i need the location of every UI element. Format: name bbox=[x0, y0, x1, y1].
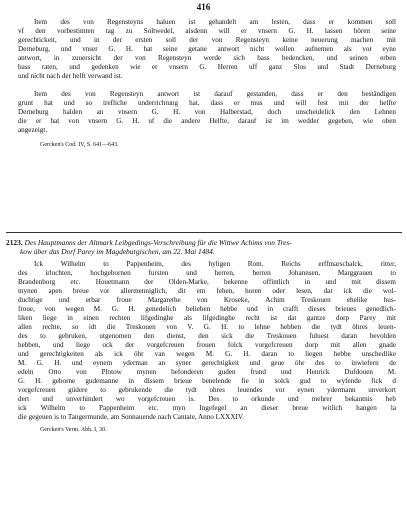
source-citation: Gercken's Verm. Abh. I, 30. bbox=[40, 427, 107, 433]
document-number: 2123. bbox=[6, 238, 23, 247]
text-line: die er hat von vnsern G. H. uf die andere Helfte, darauf ist im wedder gegeben, wie oben bbox=[18, 117, 396, 125]
text-line: vf den vorbestimten tag zu Soltwedel, alsdenn will er vnsern G. H. lassen hören seine bbox=[18, 27, 396, 35]
text-line: gerechtickeit, und in der ersten soll der von Regensteyn keine neuerung machen mit bbox=[18, 36, 396, 44]
text-line: vorgefcreuen güdere to gebrukende die tydt ohres leuendes vor eynen ydermann unverkort bbox=[18, 386, 396, 394]
document-heading bbox=[6, 238, 402, 256]
text-line: allen rechte, so idt die Treskouen von V. G. H. to lehne hebben die tydt öhres leuen- bbox=[18, 323, 396, 331]
paragraph-regensteyn-2 bbox=[18, 90, 396, 135]
text-line: ick Wilhelm to Pappenheim etc. myn Ingefegel an dieser breue witlich hangen la bbox=[18, 404, 396, 412]
text-line: edeln Otto von Plotow mynen befonderen guden frund und Henrick Dufdouen M. bbox=[18, 368, 396, 376]
text-line: des irluchten, hochgebornen fursten und herren, herren Johannsen, Marggrauen to bbox=[18, 269, 396, 277]
source-citation: Gercken's Cod. IV, S. 641—643. bbox=[40, 142, 119, 148]
text-line: Derneburg, und vnser G. H. hat seine getane antwort nicht wollen aufnemen als vor eyne bbox=[18, 45, 396, 53]
text-line: Brandenborg etc. Houetmann der Olden-Marke, bekenne offintlich in und mit dissem bbox=[18, 278, 396, 286]
paragraph-charter bbox=[18, 260, 396, 422]
text-line: die gegeuen is to Tangermunde, am Sonnauende nach Cantate, Anno LXXXIV. bbox=[18, 413, 244, 421]
text-line: des to gebruken, utgenomen den dienst, den sick die Treskouen fuluest daran bevolden bbox=[18, 332, 396, 340]
text-line: duchtige und erbar froue Margarethe von Kroseke, Achim Treskouen ehelike hus- bbox=[18, 296, 396, 304]
text-line: und gerechtigkeiten als ick öhr van wegen M. G. H. daran to liegen hebbe unschedlike bbox=[18, 350, 396, 358]
text-line: hebben, und liege ock der vorgefcreuen frouen folck vorgefcreuen dorp mit allen gnade bbox=[18, 341, 396, 349]
text-line: Derneburg halden an vnsern G. H. von Halberstad, doch unscheidelick den Lehnen bbox=[18, 108, 396, 116]
section-divider bbox=[6, 232, 402, 233]
text-line: Ick Wilhelm to Pappenheim, des hyligen Rom. Reichs erffmarschalck, ritter, bbox=[34, 260, 396, 268]
text-line: Item des von Regensteyns haluen ist gehandelt am lesten, dass er kommen soll bbox=[34, 18, 396, 26]
text-line: mynen apen breue vor allermenniglich, dit em fehen, horen oder lesen, dat ick die wol- bbox=[18, 287, 396, 295]
text-line: M. G. H. und eynem yderman an syner gerechtigkeit und geue öhr des to inwiefern de bbox=[18, 359, 396, 367]
text-line: G. H. geborne gudemanne in dissem brieue benelende fie in solck gud to wyfende fick d bbox=[18, 377, 396, 385]
text-line: antwort, in zuuersicht der von Regensteyn werde sich bass bedencken, und seinen erben bbox=[18, 54, 396, 62]
heading-line: kow über das Dorf Parey im Magdeburgischen, am 22. Mai 1484. bbox=[20, 247, 215, 256]
text-line: angezeigt. bbox=[18, 126, 48, 134]
text-line: bass raten, und gedenken wie er vnsern G. Herren uff ganz Slos und Stadt Derneburg bbox=[18, 63, 396, 71]
text-line: froue, von wegen M. G. H. genedelich belieben hebbe und in crafft dieses brieues genedlich- bbox=[18, 305, 396, 313]
text-line: liken liege in einen rechten lifgedinghe als lifgedinghe recht ist dat gantze dorp Parey mit bbox=[18, 314, 396, 322]
paragraph-regensteyn-1 bbox=[18, 18, 396, 81]
heading-line: Des Hauptmanns der Altmark Leibgedings-Verschreibung für die Wittwe Achims von Tres- bbox=[24, 238, 292, 247]
text-line: dert und unverhindert wo vorgefcreuen is. Des to orkunde und mehrer bekantnis heb bbox=[18, 395, 396, 403]
text-line: Item des von Regensteyn antwort ist darauf gestanden, dass er den beständigen bbox=[34, 90, 396, 98]
text-line: und nicht nach der helft verwand ist. bbox=[18, 72, 123, 80]
text-line: grunt hat und so trefliche underrichtung hat, dass er mus und will fest mit der helfte bbox=[18, 99, 396, 107]
page-number: 416 bbox=[196, 2, 211, 12]
